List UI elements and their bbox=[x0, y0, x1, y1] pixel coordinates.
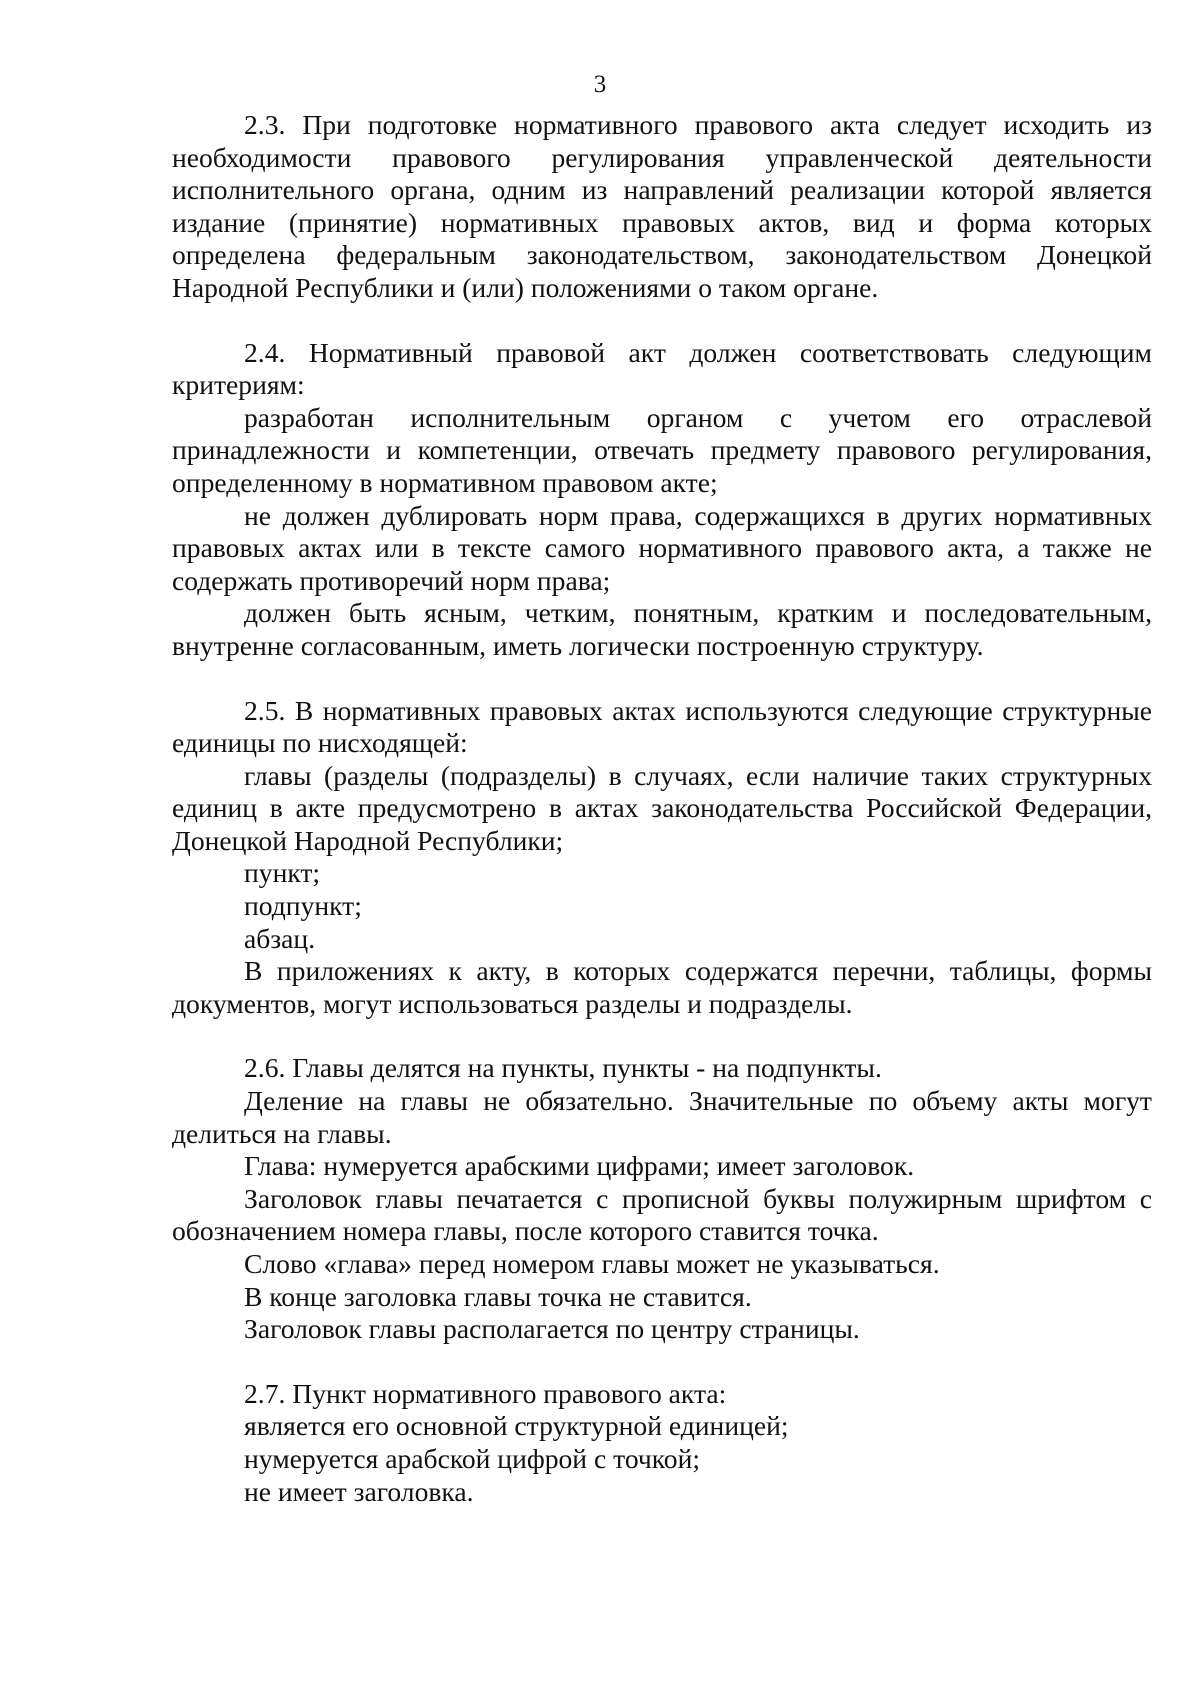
document-body bbox=[172, 109, 1152, 1508]
section-2-3 bbox=[172, 109, 1152, 305]
paragraph: Заголовок главы располагается по центру страницы. bbox=[244, 1313, 860, 1345]
paragraph: должен быть ясным, четким, понятным, кратким и последовательным, внутренне согласованным, иметь логически построенную структуру. bbox=[172, 597, 1152, 661]
paragraph: Слово «глава» перед номером главы может не указываться. bbox=[244, 1248, 940, 1279]
list-item: пункт; bbox=[244, 857, 321, 889]
paragraph: В приложениях к акту, в которых содержатся перечни, таблицы, формы документов, могут использоваться разделы и подразделы. bbox=[172, 955, 1152, 1019]
paragraph: 2.6. Главы делятся на пункты, пункты - на подпункты. bbox=[244, 1052, 882, 1084]
paragraph: 2.5. В нормативных правовых актах используются следующие структурные единицы по нисходящей: bbox=[172, 694, 1152, 759]
paragraph: не должен дублировать норм права, содержащихся в других нормативных правовых актах или в тексте самого нормативного правового акта, а также не содержать противоречий норм права; bbox=[172, 499, 1152, 596]
paragraph: Заголовок главы печатается с прописной буквы полужирным шрифтом с обозначением номера главы, после которого ставится точка. bbox=[172, 1182, 1152, 1247]
list-item: подпункт; bbox=[244, 890, 362, 922]
paragraph: 2.7. Пункт нормативного правового акта: bbox=[244, 1377, 727, 1409]
list-item: не имеет заголовка. bbox=[244, 1475, 474, 1507]
paragraph: главы (разделы (подразделы) в случаях, если наличие таких структурных единиц в акте предусмотрено в актах законодательства Российской Федерации, Донецкой Народной Республики; bbox=[172, 759, 1152, 856]
paragraph: Глава: нумеруется арабскими цифрами; имеет заголовок. bbox=[244, 1150, 915, 1182]
section-2-4 bbox=[172, 337, 1152, 663]
list-item: нумеруется арабской цифрой с точкой; bbox=[244, 1442, 701, 1474]
paragraph: разработан исполнительным органом с учетом его отраслевой принадлежности и компетенции, отвечать предмету правового регулирования, определенному в нормативном правовом акте; bbox=[172, 401, 1152, 498]
paragraph: 2.3. При подготовке нормативного правового акта следует исходить из необходимости правового регулирования управленческой деятельности исполнительного органа, одним из направлений реализации которой является издание (принятие) нормативных правовых актов, вид и форма которых определена федеральным законодательством, законодательством Донецкой Народной Республики и (или) положениями о таком органе. bbox=[172, 109, 1152, 303]
list-item: абзац. bbox=[244, 922, 316, 954]
paragraph: Деление на главы не обязательно. Значительные по объему акты могут делиться на главы. bbox=[172, 1085, 1152, 1149]
page-number: 3 bbox=[593, 71, 607, 98]
section-2-5 bbox=[172, 695, 1152, 1021]
section-2-7 bbox=[172, 1378, 1152, 1508]
list-item: является его основной структурной единицей; bbox=[244, 1410, 789, 1442]
section-2-6 bbox=[172, 1052, 1152, 1345]
paragraph: В конце заголовка главы точка не ставится. bbox=[244, 1280, 752, 1312]
paragraph: 2.4. Нормативный правовой акт должен соответствовать следующим критериям: bbox=[172, 336, 1152, 401]
